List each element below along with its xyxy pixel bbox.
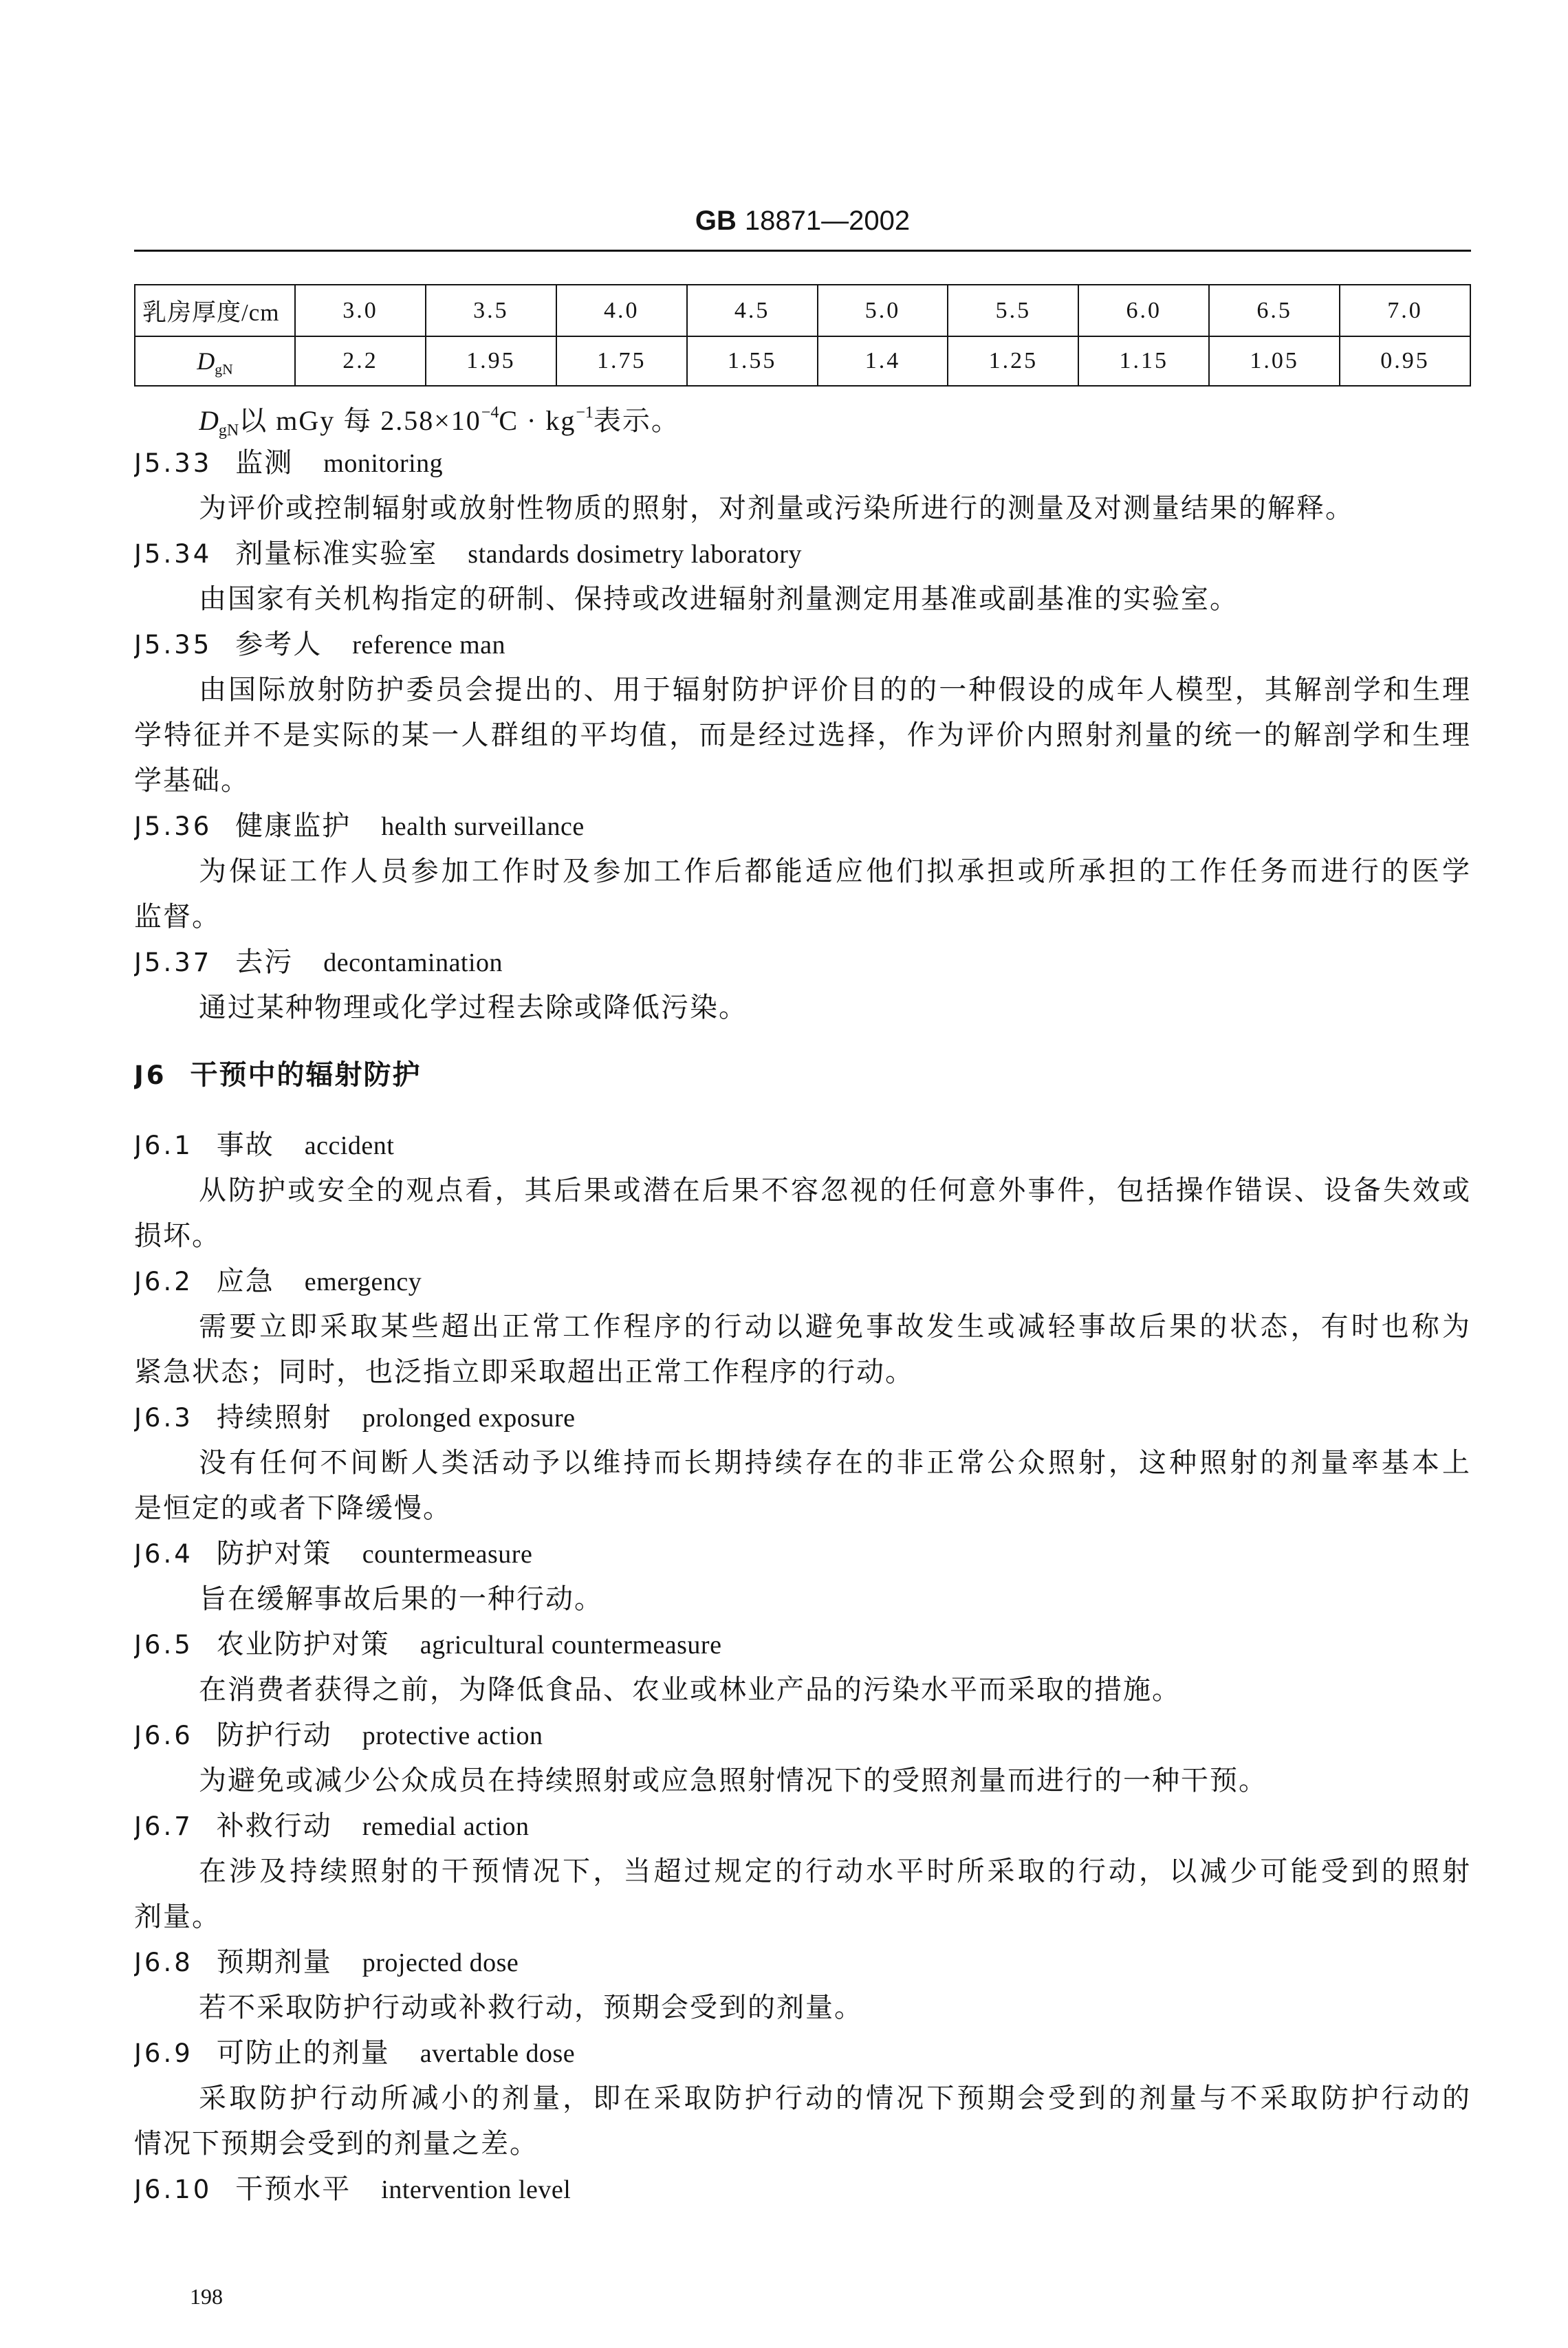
glossary-entry	[134, 440, 1471, 531]
term-english: remedial action	[362, 1812, 530, 1841]
term-number: J6.6	[134, 1721, 193, 1750]
body-line: 没有任何不间断人类活动予以维持而长期持续存在的非正常公众照射，这种照射的剂量率基本上	[199, 1447, 1471, 1478]
section-j5-entries	[134, 440, 1471, 1030]
table-row-thickness	[135, 285, 1470, 336]
dgn-symbol: D	[197, 347, 215, 375]
running-header	[134, 202, 1471, 240]
glossary-entry	[134, 1395, 1471, 1531]
term-number: J5.34	[134, 539, 213, 569]
glossary-entry	[134, 1939, 1471, 2030]
term-number: J5.36	[134, 812, 213, 841]
body-line: 为评价或控制辐射或放射性物质的照射，对剂量或污染所进行的测量及对测量结果的解释。	[199, 492, 1354, 523]
term-chinese: 干预水平	[235, 2173, 351, 2204]
breast-thickness-table	[134, 284, 1471, 387]
term-number: J6.9	[134, 2039, 193, 2068]
term-chinese: 去污	[235, 946, 294, 977]
body-line: 剂量。	[134, 1901, 221, 1932]
term-chinese: 防护行动	[216, 1719, 332, 1750]
section-heading	[134, 1052, 1471, 1098]
term-line	[134, 622, 1471, 667]
table-cell: 4.5	[687, 285, 818, 336]
table-cell: 1.55	[687, 336, 818, 386]
term-line	[134, 1531, 1471, 1576]
table-cell: 3.5	[426, 285, 556, 336]
body-line: 学基础。	[134, 765, 250, 796]
glossary-entry	[134, 1259, 1471, 1395]
term-english: projected dose	[362, 1948, 519, 1977]
body-line: 学特征并不是实际的某一人群组的平均值，而是经过选择，作为评价内照射剂量的统一的解剖学和生理	[134, 719, 1471, 750]
term-chinese: 防护对策	[216, 1538, 332, 1569]
term-english: prolonged exposure	[362, 1404, 576, 1433]
term-english: monitoring	[323, 449, 444, 478]
table-cell: 1.75	[556, 336, 687, 386]
section-j6-entries	[134, 1122, 1471, 2212]
standard-number: 18871—2002	[744, 206, 911, 236]
body-line: 通过某种物理或化学过程去除或降低污染。	[199, 992, 748, 1023]
term-number: J6.1	[134, 1131, 193, 1160]
glossary-entry	[134, 2030, 1471, 2166]
term-line	[134, 2166, 1471, 2212]
table-cell: 5.5	[948, 285, 1078, 336]
body-line: 为保证工作人员参加工作时及参加工作后都能适应他们拟承担或所承担的工作任务而进行的医学	[199, 856, 1471, 887]
header-rule	[134, 250, 1471, 252]
table-cell: 5.0	[818, 285, 948, 336]
term-english: intervention level	[381, 2175, 571, 2204]
term-line	[134, 1259, 1471, 1304]
term-english: countermeasure	[362, 1540, 533, 1569]
note-exponent: −4	[481, 404, 499, 422]
term-number: J6.2	[134, 1267, 193, 1296]
table-cell: 1.05	[1209, 336, 1340, 386]
term-line	[134, 440, 1471, 486]
glossary-entry	[134, 531, 1471, 622]
term-line	[134, 1713, 1471, 1758]
glossary-entry	[134, 939, 1471, 1030]
body-line: 监督。	[134, 901, 221, 932]
term-chinese: 健康监护	[235, 810, 351, 841]
glossary-entry	[134, 1531, 1471, 1622]
term-english: emergency	[304, 1268, 422, 1296]
term-number: J6.4	[134, 1539, 193, 1569]
table-cell: 3.0	[295, 285, 426, 336]
body-line: 情况下预期会受到的剂量之差。	[134, 2128, 538, 2159]
section-title: 干预中的辐射防护	[190, 1059, 422, 1090]
note-subscript: gN	[218, 421, 239, 439]
glossary-entry	[134, 1122, 1471, 1259]
term-line	[134, 1622, 1471, 1667]
table-cell: 6.0	[1078, 285, 1209, 336]
body-line: 由国际放射防护委员会提出的、用于辐射防护评价目的的一种假设的成年人模型，其解剖学和生理	[199, 674, 1471, 705]
glossary-entry	[134, 1803, 1471, 1939]
note-text: 以 mGy 每 2.58×10	[239, 405, 481, 436]
note-exponent: −1	[576, 404, 594, 422]
body-line: 紧急状态；同时，也泛指立即采取超出正常工作程序的行动。	[134, 1356, 914, 1387]
glossary-entry	[134, 803, 1471, 939]
term-english: accident	[304, 1131, 395, 1160]
term-chinese: 事故	[216, 1129, 274, 1160]
term-line	[134, 803, 1471, 849]
table-cell: 7.0	[1340, 285, 1470, 336]
body-line: 在消费者获得之前，为降低食品、农业或林业产品的污染水平而采取的措施。	[199, 1674, 1181, 1705]
term-line	[134, 1939, 1471, 1985]
body-line: 为避免或减少公众成员在持续照射或应急照射情况下的受照剂量而进行的一种干预。	[199, 1765, 1267, 1796]
term-number: J6.7	[134, 1812, 193, 1841]
term-chinese: 农业防护对策	[216, 1629, 390, 1660]
body-line: 从防护或安全的观点看，其后果或潜在后果不容忽视的任何意外事件，包括操作错误、设备失效或	[199, 1175, 1471, 1206]
note-symbol: D	[199, 405, 219, 436]
table-note	[199, 398, 1471, 444]
standard-prefix: GB	[695, 206, 737, 236]
term-chinese: 监测	[235, 447, 294, 478]
table-row-header: 乳房厚度/cm	[135, 285, 295, 336]
term-number: J6.10	[134, 2175, 213, 2204]
term-english: health surveillance	[381, 812, 585, 841]
term-chinese: 参考人	[235, 629, 323, 660]
term-chinese: 可防止的剂量	[216, 2037, 390, 2068]
body-line: 若不采取防护行动或补救行动，预期会受到的剂量。	[199, 1992, 863, 2023]
glossary-entry	[134, 622, 1471, 803]
table-cell: 6.5	[1209, 285, 1340, 336]
term-line	[134, 939, 1471, 985]
term-number: J6.3	[134, 1403, 193, 1433]
section-number: J6	[134, 1061, 167, 1090]
table-cell: 1.4	[818, 336, 948, 386]
term-line	[134, 531, 1471, 576]
glossary-entry	[134, 1713, 1471, 1803]
body-line: 是恒定的或者下降缓慢。	[134, 1492, 452, 1523]
table-cell: 4.0	[556, 285, 687, 336]
term-chinese: 剂量标准实验室	[235, 538, 438, 569]
body-line: 由国家有关机构指定的研制、保持或改进辐射剂量测定用基准或副基准的实验室。	[199, 583, 1239, 614]
term-english: protective action	[362, 1721, 543, 1750]
body-line: 需要立即采取某些超出正常工作程序的行动以避免事故发生或减轻事故后果的状态，有时也称为	[199, 1311, 1471, 1342]
table-cell: 1.15	[1078, 336, 1209, 386]
table-row-header	[135, 336, 295, 386]
term-chinese: 预期剂量	[216, 1946, 332, 1977]
term-english: reference man	[352, 631, 506, 660]
term-line	[134, 2030, 1471, 2076]
table-row-dgn	[135, 336, 1470, 386]
note-text: C · kg	[499, 405, 576, 436]
term-number: J5.37	[134, 948, 213, 977]
body-line: 在涉及持续照射的干预情况下，当超过规定的行动水平时所采取的行动，以减少可能受到的照射	[199, 1856, 1471, 1887]
body-line: 旨在缓解事故后果的一种行动。	[199, 1583, 603, 1614]
glossary-entry	[134, 1622, 1471, 1713]
term-number: J6.5	[134, 1630, 193, 1660]
term-line	[134, 1803, 1471, 1849]
term-chinese: 应急	[216, 1265, 274, 1296]
dgn-subscript: gN	[215, 360, 233, 378]
term-number: J5.33	[134, 448, 213, 478]
term-english: avertable dose	[420, 2039, 576, 2068]
table-cell: 1.25	[948, 336, 1078, 386]
glossary-entry	[134, 2166, 1471, 2212]
term-line	[134, 1122, 1471, 1168]
table-cell: 1.95	[426, 336, 556, 386]
term-chinese: 补救行动	[216, 1810, 332, 1841]
section-heading-line	[134, 1052, 1471, 1098]
term-english: decontamination	[323, 948, 503, 977]
table-cell: 0.95	[1340, 336, 1470, 386]
term-english: agricultural countermeasure	[420, 1631, 722, 1660]
body-line: 损坏。	[134, 1220, 221, 1251]
term-chinese: 持续照射	[216, 1402, 332, 1433]
page-number: 198	[190, 2284, 223, 2309]
note-text: 表示。	[593, 405, 680, 436]
term-line	[134, 1395, 1471, 1440]
term-english: standards dosimetry laboratory	[468, 540, 802, 569]
body-line: 采取防护行动所减小的剂量，即在采取防护行动的情况下预期会受到的剂量与不采取防护行动的	[199, 2083, 1471, 2113]
table-cell: 2.2	[295, 336, 426, 386]
term-number: J5.35	[134, 630, 213, 660]
term-number: J6.8	[134, 1948, 193, 1977]
